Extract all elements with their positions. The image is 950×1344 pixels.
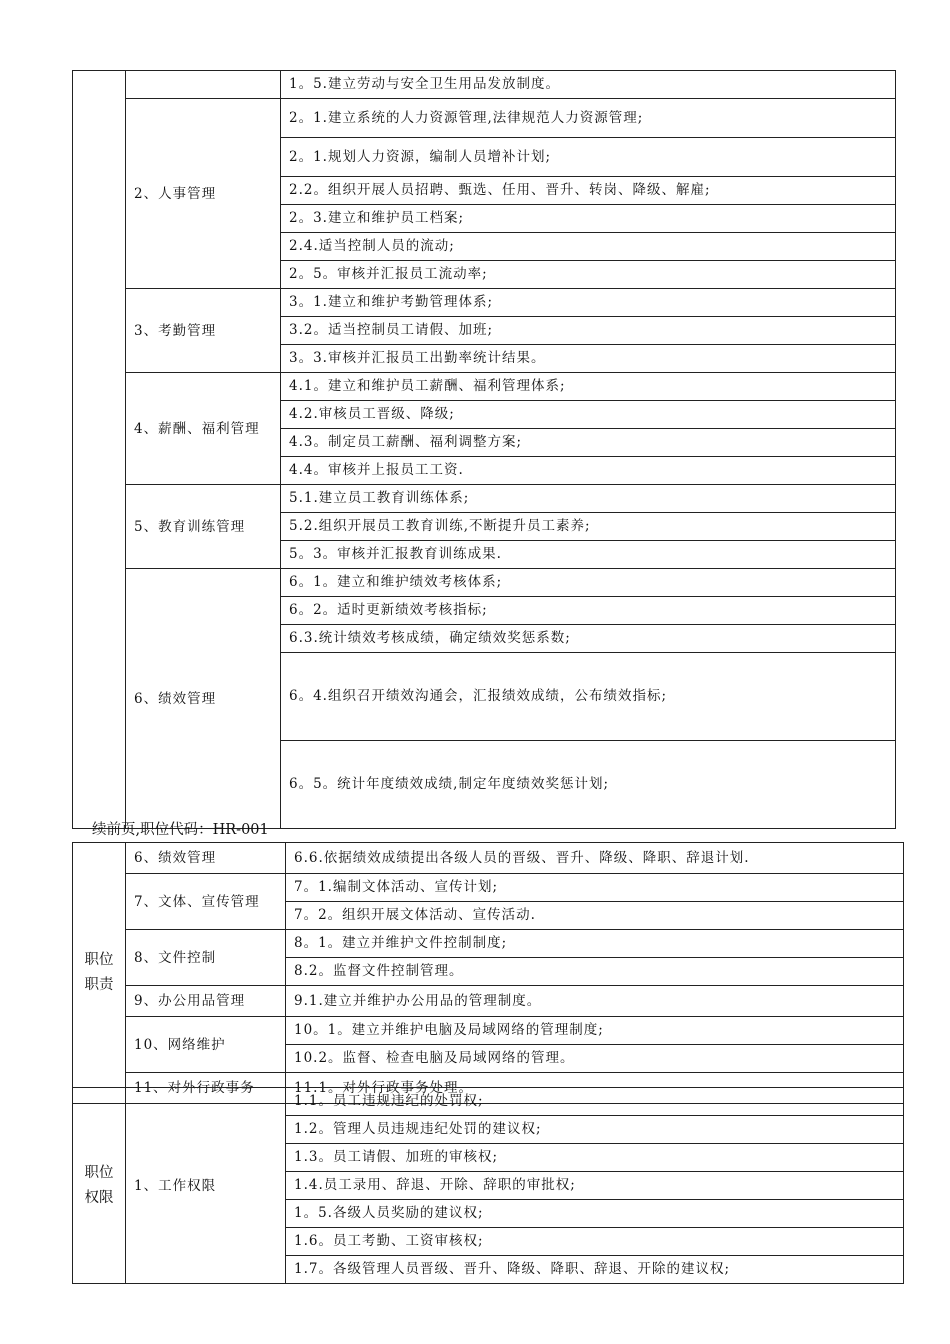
item-cell: 4.2.审核员工晋级、降级;	[281, 401, 896, 429]
authority-table	[72, 1087, 904, 1284]
category-cell: 3、考勤管理	[126, 289, 281, 373]
category-cell: 4、薪酬、福利管理	[126, 373, 281, 485]
table-row	[73, 373, 896, 401]
table-row	[73, 1017, 904, 1045]
item-cell: 1.2。管理人员违规违纪处罚的建议权;	[286, 1116, 904, 1144]
item-cell: 6。1。建立和维护绩效考核体系;	[281, 569, 896, 597]
table-row	[73, 930, 904, 958]
table-row	[73, 986, 904, 1017]
continuation-caption: 续前页,职位代码：HR-001	[92, 822, 269, 838]
item-cell: 7。1.编制文体活动、宣传计划;	[286, 874, 904, 902]
item-cell: 5.2.组织开展员工教育训练,不断提升员工素养;	[281, 513, 896, 541]
item-cell: 5。3。审核并汇报教育训练成果.	[281, 541, 896, 569]
item-cell: 9.1.建立并维护办公用品的管理制度。	[286, 986, 904, 1017]
table-row	[73, 71, 896, 99]
item-cell: 11.1。对外行政事务处理。	[286, 1073, 904, 1104]
category-cell: 10、网络维护	[126, 1017, 286, 1073]
category-cell: 6、绩效管理	[126, 569, 281, 829]
item-cell: 1.4.员工录用、辞退、开除、辞职的审批权;	[286, 1172, 904, 1200]
item-cell: 8.2。监督文件控制管理。	[286, 958, 904, 986]
item-cell: 3。3.审核并汇报员工出勤率统计结果。	[281, 345, 896, 373]
item-cell: 1.1。员工违规违纪的处罚权;	[286, 1088, 904, 1116]
item-cell: 2。5。审核并汇报员工流动率;	[281, 261, 896, 289]
table-row	[73, 289, 896, 317]
category-cell: 6、绩效管理	[126, 843, 286, 874]
category-cell: 7、文体、宣传管理	[126, 874, 286, 930]
item-cell: 1。5.建立劳动与安全卫生用品发放制度。	[281, 71, 896, 99]
category-cell: 11、对外行政事务	[126, 1073, 286, 1104]
item-cell: 2。3.建立和维护员工档案;	[281, 205, 896, 233]
responsibility-table-part1	[72, 70, 896, 829]
category-cell: 8、文件控制	[126, 930, 286, 986]
section-side-label: 职位 权限	[73, 1088, 126, 1284]
responsibility-table-part2	[72, 842, 904, 1104]
item-cell: 1.3。员工请假、加班的审核权;	[286, 1144, 904, 1172]
item-cell: 3。1.建立和维护考勤管理体系;	[281, 289, 896, 317]
item-cell: 5.1.建立员工教育训练体系;	[281, 485, 896, 513]
item-cell: 10.2。监督、检查电脑及局域网络的管理。	[286, 1045, 904, 1073]
item-cell: 8。1。建立并维护文件控制制度;	[286, 930, 904, 958]
category-cell: 5、教育训练管理	[126, 485, 281, 569]
table-row	[73, 569, 896, 597]
item-cell: 6.6.依据绩效成绩提出各级人员的晋级、晋升、降级、降职、辞退计划.	[286, 843, 904, 874]
table-row	[73, 1088, 904, 1116]
category-cell	[126, 71, 281, 99]
section-side-label: 职位 职责	[73, 843, 126, 1104]
item-cell: 6。5。统计年度绩效成绩,制定年度绩效奖惩计划;	[281, 741, 896, 829]
table-row	[73, 874, 904, 902]
item-cell: 2.2。组织开展人员招聘、甄选、任用、晋升、转岗、降级、解雇;	[281, 177, 896, 205]
item-cell: 4.4。审核并上报员工工资.	[281, 457, 896, 485]
item-cell: 6。4.组织召开绩效沟通会，汇报绩效成绩，公布绩效指标;	[281, 653, 896, 741]
table-row	[73, 99, 896, 138]
section-side-label	[73, 71, 126, 829]
item-cell: 4.1。建立和维护员工薪酬、福利管理体系;	[281, 373, 896, 401]
table-row	[73, 843, 904, 874]
item-cell: 2.4.适当控制人员的流动;	[281, 233, 896, 261]
item-cell: 4.3。制定员工薪酬、福利调整方案;	[281, 429, 896, 457]
item-cell: 1.6。员工考勤、工资审核权;	[286, 1228, 904, 1256]
item-cell: 2。1.建立系统的人力资源管理,法律规范人力资源管理;	[281, 99, 896, 138]
item-cell: 7。2。组织开展文体活动、宣传活动.	[286, 902, 904, 930]
item-cell: 1。5.各级人员奖励的建议权;	[286, 1200, 904, 1228]
item-cell: 6。2。适时更新绩效考核指标;	[281, 597, 896, 625]
table-row	[73, 485, 896, 513]
item-cell: 6.3.统计绩效考核成绩，确定绩效奖惩系数;	[281, 625, 896, 653]
item-cell: 1.7。各级管理人员晋级、晋升、降级、降职、辞退、开除的建议权;	[286, 1256, 904, 1284]
category-cell: 1、工作权限	[126, 1088, 286, 1284]
item-cell: 3.2。适当控制员工请假、加班;	[281, 317, 896, 345]
category-cell: 9、办公用品管理	[126, 986, 286, 1017]
category-cell: 2、人事管理	[126, 99, 281, 289]
item-cell: 10。1。建立并维护电脑及局域网络的管理制度;	[286, 1017, 904, 1045]
item-cell: 2。1.规划人力资源，编制人员增补计划;	[281, 138, 896, 177]
